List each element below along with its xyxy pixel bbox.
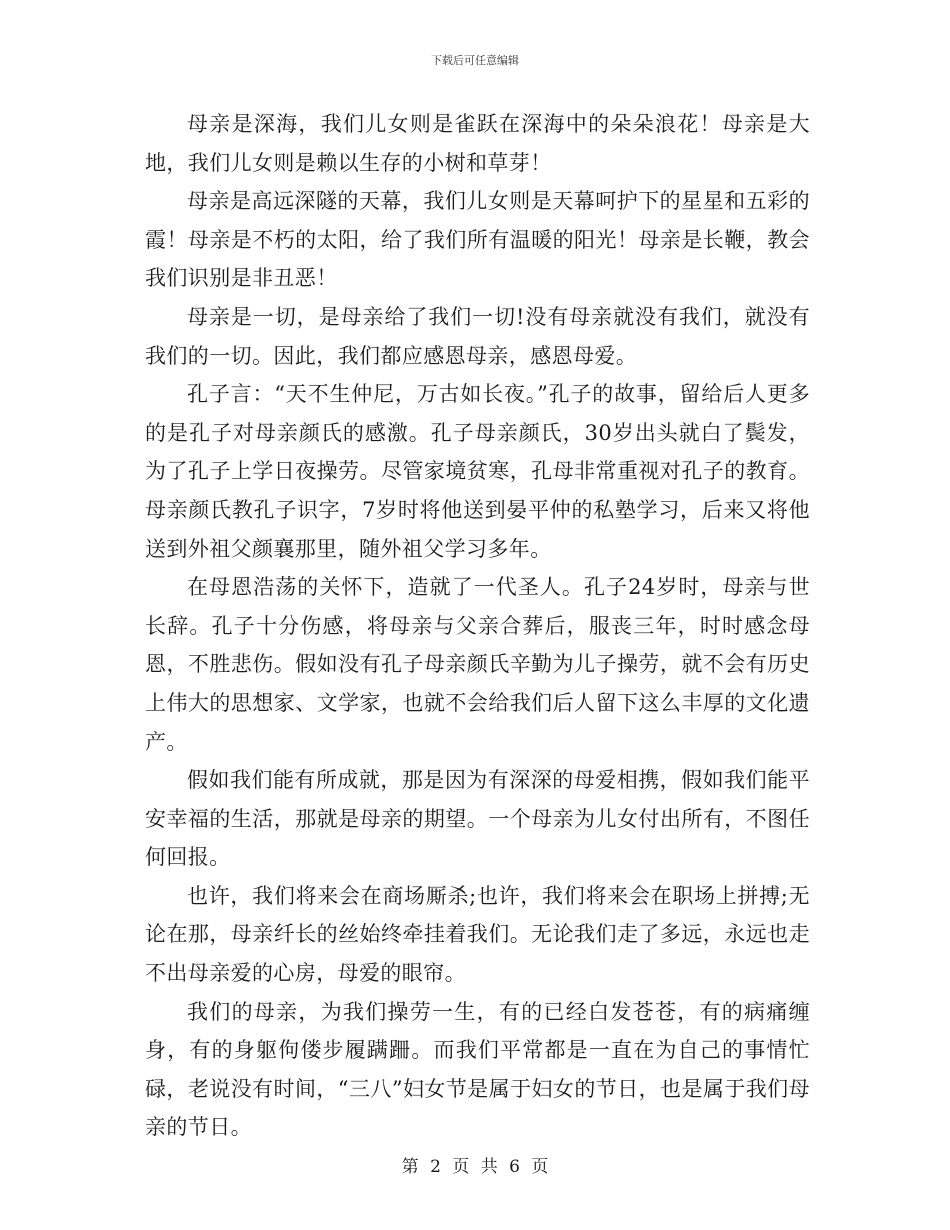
paragraph: 母亲是深海，我们儿女则是雀跃在深海中的朵朵浪花！母亲是大地，我们儿女则是赖以生存的小树和草芽！ — [145, 112, 810, 175]
paragraph: 在母恩浩荡的关怀下，造就了一代圣人。孔子24岁时，母亲与世长辞。孔子十分伤感，将母亲与父亲合葬后，服丧三年，时时感念母恩，不胜悲伤。假如没有孔子母亲颜氏辛勤为儿子操劳，就不会有历史上伟大的思想家、文学家，也就不会给我们后人留下这么丰厚的文化遗产。 — [145, 575, 810, 754]
page-header-note: 下载后可任意编辑 — [431, 54, 519, 67]
paragraph: 假如我们能有所成就，那是因为有深深的母爱相携，假如我们能平安幸福的生活，那就是母亲的期望。一个母亲为儿女付出所有，不图任何回报。 — [145, 768, 810, 870]
paragraph: 也许，我们将来会在商场厮杀;也许，我们将来会在职场上拼搏;无论在那，母亲纤长的丝始终牵挂着我们。无论我们走了多远，永远也走不出母亲爱的心房，母爱的眼帘。 — [145, 883, 810, 986]
page-number-footer: 第 2 页 共 6 页 — [401, 1157, 549, 1177]
document-body — [145, 105, 810, 1147]
paragraph: 我们的母亲，为我们操劳一生，有的已经白发苍苍，有的病痛缠身，有的身躯佝偻步履蹒跚。而我们平常都是一直在为自己的事情忙碌，老说没有时间，“三八”妇女节是属于妇女的节日，也是属于我们母亲的节日。 — [145, 999, 810, 1140]
paragraph: 母亲是一切，是母亲给了我们一切!没有母亲就没有我们，就没有我们的一切。因此，我们都应感恩母亲，感恩母爱。 — [145, 304, 810, 368]
paragraph: 孔子言：“天不生仲尼，万古如长夜。”孔子的故事，留给后人更多的是孔子对母亲颜氏的感激。孔子母亲颜氏，30岁出头就白了鬓发，为了孔子上学日夜操劳。尽管家境贫寒，孔母非常重视对孔子的教育。母亲颜氏教孔子识字，7岁时将他送到晏平仲的私塾学习，后来又将他送到外祖父颜襄那里，随外祖父学习多年。 — [145, 382, 810, 561]
paragraph: 母亲是高远深隧的天幕，我们儿女则是天幕呵护下的星星和五彩的霞！母亲是不朽的太阳，给了我们所有温暖的阳光！母亲是长鞭，教会我们识别是非丑恶！ — [145, 189, 810, 291]
